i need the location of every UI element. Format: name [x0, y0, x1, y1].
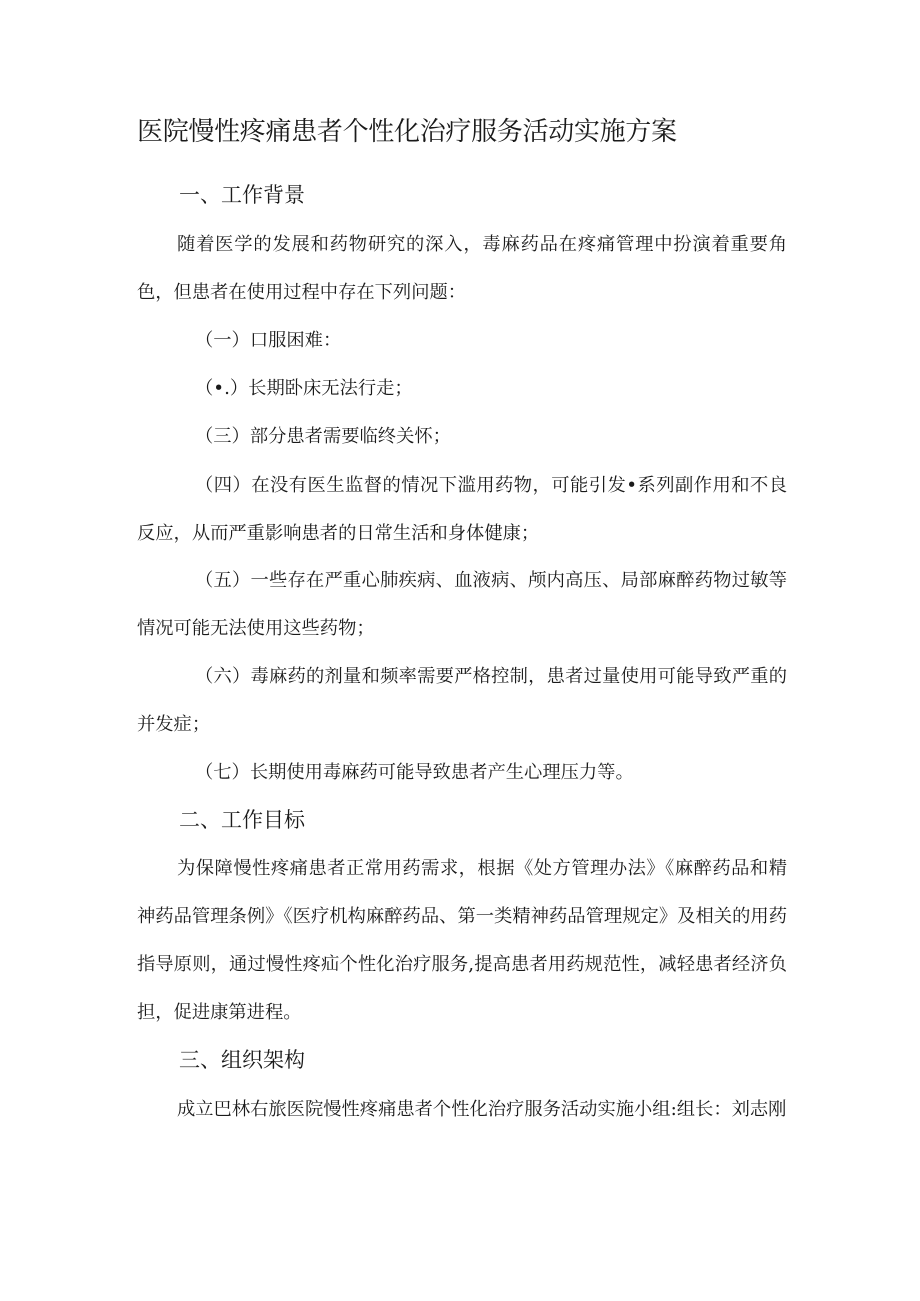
problem-item-7: （七）长期使用毒麻药可能导致患者产生心理压力等。 — [195, 762, 634, 783]
problem-item-5: （五）一些存在严重心肺疾病、血液病、颅内高压、局部麻醉药物过敏等情况可能无法使用这些药物； — [137, 570, 787, 639]
problem-item-6: （六）毒麻药的剂量和频率需要严格控制，患者过量使用可能导致严重的并发症； — [137, 666, 787, 735]
background-intro-paragraph: 随着医学的发展和药物研究的深入，毒麻药品在疼痛管理中扮演着重要角色，但患者在使用过程中存在下列问题： — [137, 234, 787, 303]
section-heading-organization: 三、组织架构 — [179, 1048, 305, 1072]
problem-item-3: （三）部分患者需要临终关怀； — [195, 426, 451, 447]
organization-paragraph: 成立巴林右旅医院慢性疼痛患者个性化治疗服务活动实施小组:组长：刘志刚 — [177, 1099, 787, 1120]
problem-item-2: （•.）长期卧床无法行走； — [195, 378, 413, 399]
problem-item-4: （四）在没有医生监督的情况下滥用药物，可能引发•系列副作用和不良反应，从而严重影响患者的日常生活和身体健康； — [137, 475, 787, 544]
document-title: 医院慢性疼痛患者个性化治疗服务活动实施方案 — [137, 117, 677, 147]
section-heading-background: 一、工作背景 — [179, 183, 305, 207]
section-heading-goals: 二、工作目标 — [179, 808, 305, 832]
problem-item-1: （一）口服困难： — [195, 330, 342, 351]
goals-paragraph: 为保障慢性疼痛患者正常用药需求，根据《处方管理办法》《麻醉药品和精神药品管理条例》《医疗机构麻醉药品、第一类精神药品管理规定》及相关的用药指导原则，通过慢性疼疝个性化治疗服务,提高患者用药规范性，减轻患者经济负担，促进康第进程。 — [137, 858, 787, 1023]
